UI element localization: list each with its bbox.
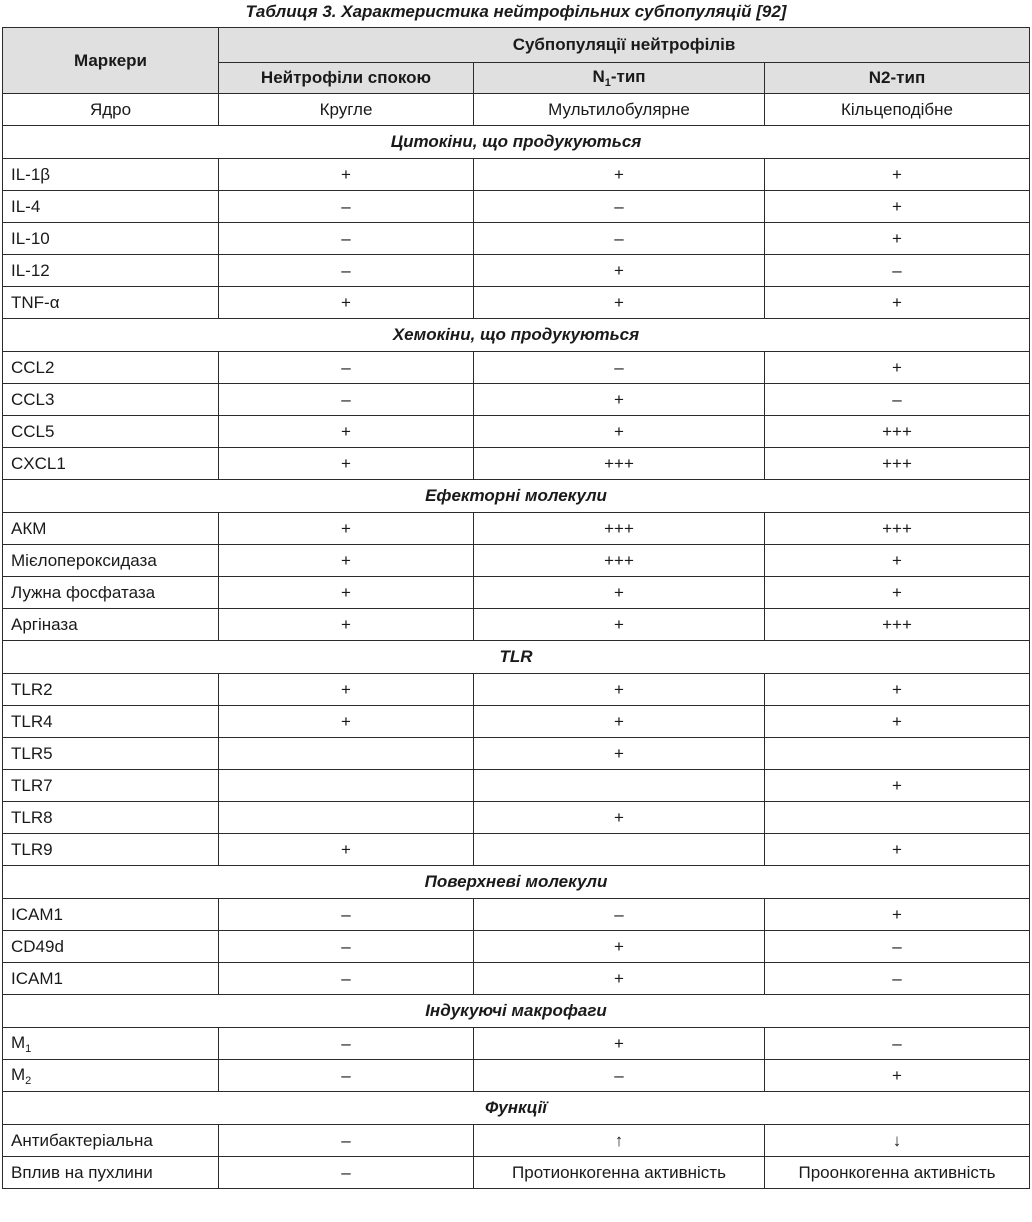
- marker-label: [3, 191, 219, 223]
- marker-label-text: CCL3: [11, 389, 55, 409]
- marker-label-text: CCL5: [11, 421, 55, 441]
- value-resting: +: [219, 287, 474, 319]
- marker-label: [3, 384, 219, 416]
- value-resting: –: [219, 384, 474, 416]
- value-n2: Кільцеподібне: [765, 94, 1030, 126]
- value-n2: +: [765, 577, 1030, 609]
- marker-label-text: TNF-α: [11, 292, 60, 312]
- table-row: [3, 931, 1030, 963]
- marker-label-text: IL-10: [11, 228, 50, 248]
- marker-label-text: Антибактеріальна: [11, 1130, 153, 1150]
- marker-label: [3, 674, 219, 706]
- value-n1: [474, 834, 765, 866]
- marker-label-text: ICAM1: [11, 968, 63, 988]
- table-row: [3, 1125, 1030, 1157]
- table-row: [3, 899, 1030, 931]
- marker-label: [3, 1125, 219, 1157]
- marker-label-text: IL-1β: [11, 164, 51, 184]
- section-header-row: [3, 319, 1030, 352]
- marker-label: [3, 802, 219, 834]
- value-resting: +: [219, 706, 474, 738]
- value-resting: +: [219, 545, 474, 577]
- marker-label-subscript: 2: [25, 1074, 32, 1087]
- value-resting: –: [219, 191, 474, 223]
- value-n2: –: [765, 931, 1030, 963]
- marker-label: [3, 448, 219, 480]
- value-n2: –: [765, 1028, 1030, 1060]
- marker-label-text: CXCL1: [11, 453, 66, 473]
- value-n1: +: [474, 931, 765, 963]
- value-n1: Мультилобулярне: [474, 94, 765, 126]
- table-row: [3, 352, 1030, 384]
- table-row: [3, 1157, 1030, 1189]
- section-title: Хемокіни, що продукуються: [3, 319, 1030, 352]
- table-row: [3, 1028, 1030, 1060]
- value-n1: +: [474, 963, 765, 995]
- value-n2: +: [765, 223, 1030, 255]
- marker-label-text: TLR8: [11, 807, 53, 827]
- section-header-row: [3, 1092, 1030, 1125]
- value-resting: +: [219, 448, 474, 480]
- marker-label: [3, 513, 219, 545]
- value-n1: +: [474, 706, 765, 738]
- header-n1-subscript: 1: [604, 77, 611, 89]
- value-n2: +++: [765, 416, 1030, 448]
- marker-label: [3, 1157, 219, 1189]
- header-n1-suffix: -тип: [610, 67, 646, 86]
- value-resting: +: [219, 609, 474, 641]
- value-n1: +: [474, 255, 765, 287]
- value-resting: Кругле: [219, 94, 474, 126]
- table-row: [3, 1060, 1030, 1092]
- value-n1: ↑: [474, 1125, 765, 1157]
- value-n2: +: [765, 545, 1030, 577]
- value-n1: +++: [474, 513, 765, 545]
- value-resting: +: [219, 834, 474, 866]
- table-row: [3, 223, 1030, 255]
- value-n2: Проонкогенна активність: [765, 1157, 1030, 1189]
- marker-label: [3, 706, 219, 738]
- value-resting: +: [219, 513, 474, 545]
- table-row: [3, 513, 1030, 545]
- section-header-row: [3, 995, 1030, 1028]
- marker-label-text: CD49d: [11, 936, 64, 956]
- neutrophil-subpopulations-table: [2, 27, 1030, 1189]
- value-n1: –: [474, 352, 765, 384]
- section-title: TLR: [3, 641, 1030, 674]
- section-title: Цитокіни, що продукуються: [3, 126, 1030, 159]
- header-n2-type: N2-тип: [765, 63, 1030, 94]
- marker-label: [3, 223, 219, 255]
- marker-label-text: TLR5: [11, 743, 53, 763]
- value-resting: –: [219, 1028, 474, 1060]
- marker-label-text: CCL2: [11, 357, 55, 377]
- value-resting: +: [219, 416, 474, 448]
- marker-label-text: Лужна фосфатаза: [11, 582, 156, 602]
- value-n2: +: [765, 191, 1030, 223]
- marker-label: [3, 255, 219, 287]
- value-n1: –: [474, 191, 765, 223]
- table-row: [3, 545, 1030, 577]
- value-n1: Протионкогенна активність: [474, 1157, 765, 1189]
- marker-label-subscript: 1: [25, 1042, 32, 1055]
- marker-label-text: M: [11, 1064, 26, 1084]
- marker-label-text: Аргіназа: [11, 614, 78, 634]
- marker-label: [3, 738, 219, 770]
- marker-label-text: TLR4: [11, 711, 53, 731]
- value-resting: [219, 802, 474, 834]
- value-resting: –: [219, 255, 474, 287]
- table-caption: Таблиця 3. Характеристика нейтрофільних субпопуляцій [92]: [245, 2, 787, 21]
- value-n2: ↓: [765, 1125, 1030, 1157]
- value-resting: –: [219, 963, 474, 995]
- value-resting: +: [219, 159, 474, 191]
- marker-label-text: Ядро: [89, 99, 132, 119]
- marker-label: [3, 352, 219, 384]
- value-n1: [474, 770, 765, 802]
- table-row: [3, 416, 1030, 448]
- marker-label-text: ICAM1: [11, 904, 63, 924]
- value-n1: +: [474, 577, 765, 609]
- marker-label-text: TLR7: [11, 775, 53, 795]
- value-resting: +: [219, 674, 474, 706]
- value-n1: +: [474, 609, 765, 641]
- section-title: Поверхневі молекули: [3, 866, 1030, 899]
- table-row: [3, 963, 1030, 995]
- value-n1: +: [474, 738, 765, 770]
- section-title: Ефекторні молекули: [3, 480, 1030, 513]
- marker-label: [3, 416, 219, 448]
- header-n1-type: [474, 63, 765, 94]
- marker-label-text: TLR2: [11, 679, 53, 699]
- section-title: Індукуючі макрофаги: [3, 995, 1030, 1028]
- marker-label: [3, 577, 219, 609]
- value-n2: +: [765, 770, 1030, 802]
- marker-label: [3, 545, 219, 577]
- section-title: Функції: [3, 1092, 1030, 1125]
- value-n2: +: [765, 1060, 1030, 1092]
- table-row: [3, 94, 1030, 126]
- value-n2: +: [765, 899, 1030, 931]
- value-n2: –: [765, 384, 1030, 416]
- marker-label-text: Вплив на пухлини: [11, 1162, 153, 1182]
- marker-label: [3, 834, 219, 866]
- marker-label: [3, 94, 219, 126]
- table-row: [3, 802, 1030, 834]
- marker-label: [3, 899, 219, 931]
- value-n1: –: [474, 899, 765, 931]
- value-n2: +: [765, 834, 1030, 866]
- table-row: [3, 770, 1030, 802]
- header-resting-neutrophils: Нейтрофіли спокою: [219, 63, 474, 94]
- marker-label-text: IL-4: [11, 196, 41, 216]
- table-row: [3, 159, 1030, 191]
- marker-label-text: TLR9: [11, 839, 53, 859]
- table-row: [3, 674, 1030, 706]
- value-resting: –: [219, 1060, 474, 1092]
- value-n1: +: [474, 159, 765, 191]
- value-n1: +: [474, 384, 765, 416]
- table-row: [3, 738, 1030, 770]
- header-markers: Маркери: [3, 28, 219, 94]
- section-header-row: [3, 480, 1030, 513]
- table-row: [3, 448, 1030, 480]
- table-row: [3, 706, 1030, 738]
- marker-label: [3, 963, 219, 995]
- table-row: [3, 255, 1030, 287]
- header-group: Субпопуляції нейтрофілів: [219, 28, 1030, 63]
- marker-label-text: M: [11, 1032, 26, 1052]
- value-n2: +: [765, 352, 1030, 384]
- value-n1: –: [474, 223, 765, 255]
- value-resting: +: [219, 577, 474, 609]
- table-row: [3, 287, 1030, 319]
- value-n1: +++: [474, 545, 765, 577]
- value-resting: [219, 770, 474, 802]
- marker-label: [3, 1060, 219, 1092]
- marker-label: [3, 609, 219, 641]
- value-n2: +: [765, 706, 1030, 738]
- value-n2: +: [765, 674, 1030, 706]
- table-row: [3, 384, 1030, 416]
- value-resting: –: [219, 1157, 474, 1189]
- table-body: [3, 94, 1030, 1189]
- value-n2: –: [765, 255, 1030, 287]
- value-n2: +++: [765, 448, 1030, 480]
- header-row-group: [3, 28, 1030, 63]
- table-row: [3, 577, 1030, 609]
- header-n1-main: N: [592, 67, 605, 86]
- table-row: [3, 609, 1030, 641]
- marker-label-text: АКМ: [11, 518, 47, 538]
- marker-label: [3, 1028, 219, 1060]
- value-n1: +: [474, 416, 765, 448]
- value-n2: [765, 802, 1030, 834]
- marker-label-text: Мієлопероксидаза: [11, 550, 157, 570]
- value-resting: –: [219, 931, 474, 963]
- value-n1: +: [474, 287, 765, 319]
- value-resting: [219, 738, 474, 770]
- marker-label: [3, 770, 219, 802]
- table-row: [3, 834, 1030, 866]
- section-header-row: [3, 866, 1030, 899]
- section-header-row: [3, 641, 1030, 674]
- value-resting: –: [219, 899, 474, 931]
- value-n2: +++: [765, 609, 1030, 641]
- marker-label: [3, 931, 219, 963]
- value-resting: –: [219, 1125, 474, 1157]
- value-n1: +++: [474, 448, 765, 480]
- value-n2: [765, 738, 1030, 770]
- value-n2: +: [765, 159, 1030, 191]
- section-header-row: [3, 126, 1030, 159]
- value-resting: –: [219, 352, 474, 384]
- value-n2: –: [765, 963, 1030, 995]
- value-n2: +: [765, 287, 1030, 319]
- value-n2: +++: [765, 513, 1030, 545]
- table-row: [3, 191, 1030, 223]
- value-n1: +: [474, 802, 765, 834]
- value-n1: +: [474, 1028, 765, 1060]
- marker-label: [3, 159, 219, 191]
- value-n1: –: [474, 1060, 765, 1092]
- marker-label-text: IL-12: [11, 260, 50, 280]
- value-n1: +: [474, 674, 765, 706]
- value-resting: –: [219, 223, 474, 255]
- marker-label: [3, 287, 219, 319]
